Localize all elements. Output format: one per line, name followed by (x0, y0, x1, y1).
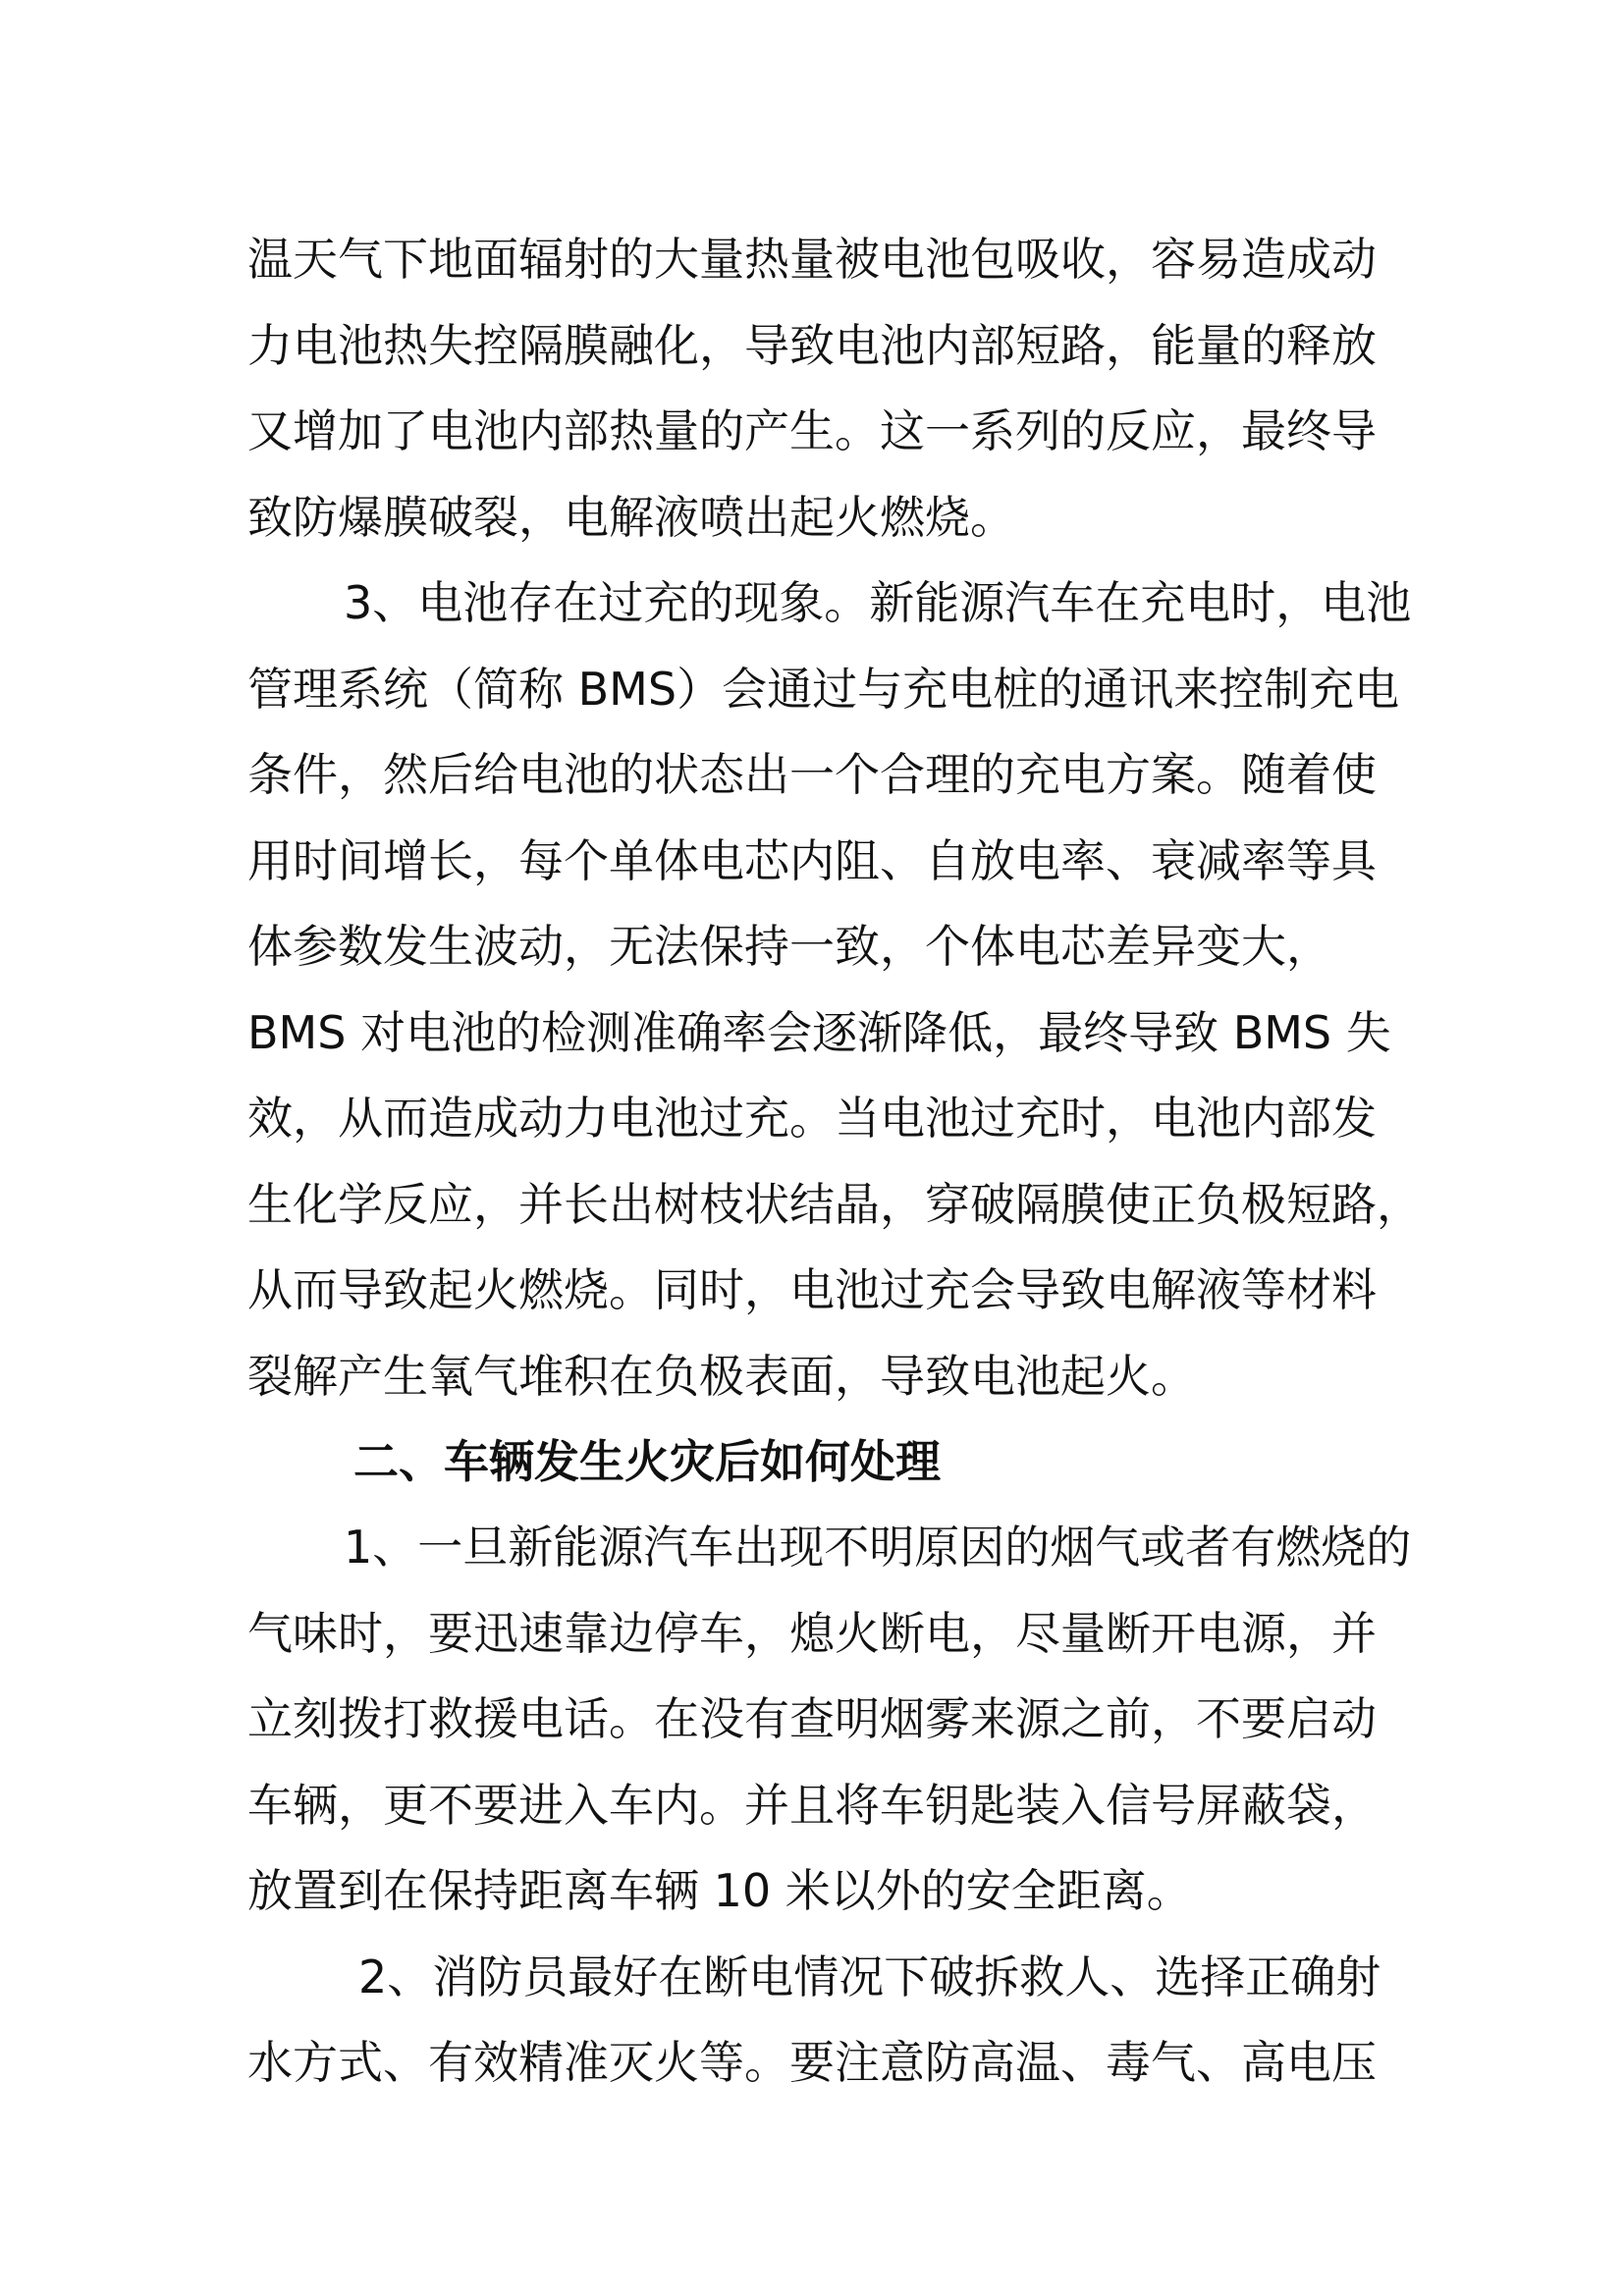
paragraph-3-start: 3、电池存在过充的现象。新能源汽车在充电时，电池 (344, 576, 1412, 629)
section-heading: 二、车辆发生火灾后如何处理 (353, 1435, 941, 1488)
text-line: 气味时，要迅速靠边停车，熄火断电，尽量断开电源，并 (247, 1607, 1377, 1660)
paragraph-2-start: 2、消防员最好在断电情况下破拆救人、选择正确射 (358, 1950, 1381, 2003)
text-line: 体参数发生波动，无法保持一致，个体电芯差异变大， (247, 920, 1331, 973)
text-line: 从而导致起火燃烧。同时，电池过充会导致电解液等材料 (247, 1263, 1377, 1316)
text-line: 生化学反应，并长出树枝状结晶，穿破隔膜使正负极短路， (247, 1178, 1422, 1231)
text-line: 效，从而造成动力电池过充。当电池过充时，电池内部发 (247, 1092, 1377, 1145)
text-line: 条件，然后给电池的状态出一个合理的充电方案。随着使 (247, 748, 1377, 801)
text-line: 用时间增长，每个单体电芯内阻、自放电率、衰减率等具 (247, 834, 1377, 887)
text-line: 管理系统（简称 BMS）会通过与充电桩的通讯来控制充电 (247, 663, 1400, 716)
text-line: 放置到在保持距离车辆 10 米以外的安全距离。 (247, 1864, 1192, 1917)
text-line: 又增加了电池内部热量的产生。这一系列的反应，最终导 (247, 404, 1377, 457)
paragraph-1-start: 1、一旦新能源汽车出现不明原因的烟气或者有燃烧的 (344, 1521, 1412, 1574)
text-line: 温天气下地面辐射的大量热量被电池包吸收，容易造成动 (247, 233, 1377, 286)
text-line: 裂解产生氧气堆积在负极表面，导致电池起火。 (247, 1350, 1196, 1403)
text-line: 致防爆膜破裂，电解液喷出起火燃烧。 (247, 491, 1015, 544)
text-line: 水方式、有效精准灭火等。要注意防高温、毒气、高电压 (247, 2036, 1377, 2089)
text-line: 车辆，更不要进入车内。并且将车钥匙装入信号屏蔽袋， (247, 1779, 1377, 1832)
text-line: 立刻拨打救援电话。在没有查明烟雾来源之前，不要启动 (247, 1692, 1377, 1745)
text-line: BMS 对电池的检测准确率会逐渐降低，最终导致 BMS 失 (247, 1006, 1391, 1059)
text-line: 力电池热失控隔膜融化，导致电池内部短路，能量的释放 (247, 319, 1377, 372)
